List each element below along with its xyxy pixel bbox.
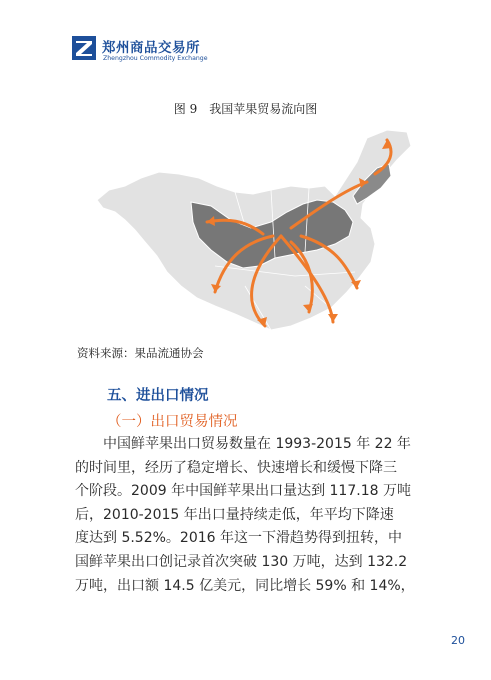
paragraph-line: 度达到 5.52%。2016 年这一下滑趋势得到扭转，中 [75,530,403,547]
arrow-head [328,314,338,322]
china-apple-trade-flow-map [95,116,415,362]
paragraph-line: 的时间里，经历了稳定增长、快速增长和缓慢下降三 [75,459,397,476]
page-number: 20 [451,634,465,647]
paragraph-line: 国鲜苹果出口创记录首次突破 130 万吨，达到 132.2 [75,553,408,570]
section-heading: 五、进出口情况 [107,388,209,404]
logo-mark-icon [72,36,96,60]
figure-title: 图 9 我国苹果贸易流向图 [173,102,318,116]
logo-chinese-name: 郑州商品交易所 [102,40,200,56]
logo-english-name: Zhengzhou Commodity Exchange [103,55,208,62]
figure-source: 资料来源：果品流通协会 [77,346,204,360]
paragraph-line: 中国鲜苹果出口贸易数量在 1993-2015 年 22 年 [75,436,411,452]
body-paragraph [75,433,421,598]
exchange-logo [72,34,232,74]
paragraph-line: 万吨，出口额 14.5 亿美元，同比增长 59% 和 14%， [75,577,415,594]
paragraph-line: 后，2010-2015 年出口量持续走低，年平均下降速 [75,506,394,523]
paragraph-line: 个阶段。2009 年中国鲜苹果出口量达到 117.18 万吨 [75,483,411,500]
section-subheading: （一）出口贸易情况 [107,414,238,430]
